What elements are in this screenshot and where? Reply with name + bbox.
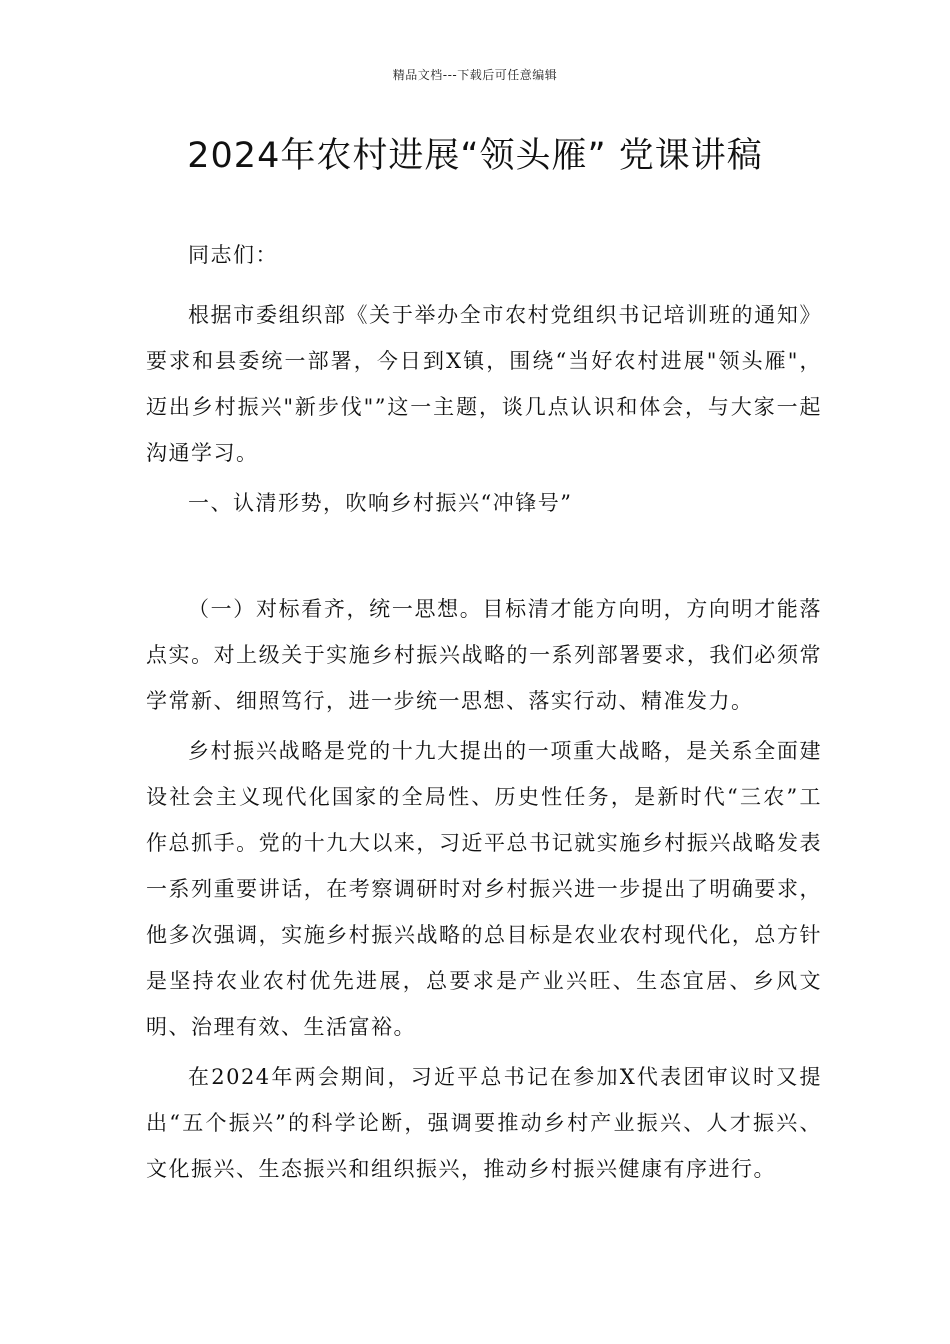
- paragraph-five-revitalizations: 在2024年两会期间，习近平总书记在参加X代表团审议时又提出“五个振兴”的科学论断，强调要推动乡村产业振兴、人才振兴、文化振兴、生态振兴和组织振兴，推动乡村振兴健康有序进行。: [146, 1065, 822, 1181]
- paragraph-rural-revitalization-strategy: 乡村振兴战略是党的十九大提出的一项重大战略，是关系全面建设社会主义现代化国家的全局性、历史性任务，是新时代“三农”工作总抓手。党的十九大以来，习近平总书记就实施乡村振兴战略发表一系列重要讲话，在考察调研时对乡村振兴进一步提出了明确要求，他多次强调，实施乡村振兴战略的总目标是农业农村现代化，总方针是坚持农业农村优先进展，总要求是产业兴旺、生态宜居、乡风文明、治理有效、生活富裕。: [146, 739, 822, 1039]
- section-heading-1: 一、认清形势，吹响乡村振兴“冲锋号”: [188, 491, 573, 515]
- greeting: 同志们：: [188, 243, 278, 267]
- paragraph-intro: 根据市委组织部《关于举办全市农村党组织书记培训班的通知》要求和县委统一部署，今日到X镇，围绕“当好农村进展"领头雁"，迈出乡村振兴"新步伐"”这一主题，谈几点认识和体会，与大家一起沟通学习。: [146, 303, 822, 465]
- paragraph-unify-thinking: （一）对标看齐，统一思想。目标清才能方向明，方向明才能落点实。对上级关于实施乡村振兴战略的一系列部署要求，我们必须常学常新、细照笃行，进一步统一思想、落实行动、精准发力。: [146, 597, 822, 713]
- document-title: 2024年农村进展“领头雁” 党课讲稿: [187, 136, 763, 176]
- header-note: 精品文档---下载后可任意编辑: [392, 68, 558, 82]
- document-body: [146, 232, 822, 1196]
